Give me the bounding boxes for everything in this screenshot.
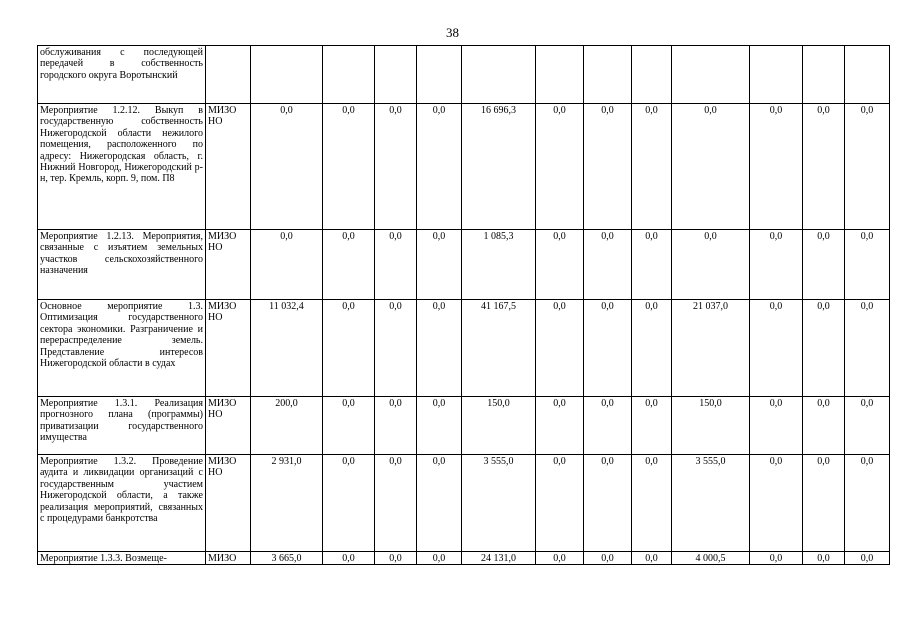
value-cell: 24 131,0 (462, 552, 536, 565)
value-cell: 0,0 (417, 104, 462, 230)
measure-description: Мероприятие 1.3.3. Возмеще- (38, 552, 206, 565)
value-cell: 3 665,0 (251, 552, 323, 565)
value-cell: 1 085,3 (462, 230, 536, 300)
value-cell: 0,0 (803, 397, 845, 455)
value-cell: 0,0 (251, 230, 323, 300)
value-cell: 150,0 (672, 397, 750, 455)
value-cell: 0,0 (803, 455, 845, 552)
value-cell: 0,0 (845, 552, 890, 565)
value-cell: 0,0 (323, 552, 375, 565)
table-row (38, 230, 890, 300)
value-cell (845, 46, 890, 104)
value-cell: 0,0 (632, 397, 672, 455)
value-cell (672, 46, 750, 104)
value-cell: 0,0 (750, 230, 803, 300)
table-row (38, 104, 890, 230)
table-row (38, 552, 890, 565)
value-cell: 0,0 (803, 230, 845, 300)
value-cell: 0,0 (375, 397, 417, 455)
value-cell: 0,0 (584, 104, 632, 230)
value-cell: 11 032,4 (251, 300, 323, 397)
value-cell: 3 555,0 (462, 455, 536, 552)
value-cell: 21 037,0 (672, 300, 750, 397)
value-cell: 0,0 (536, 104, 584, 230)
value-cell: 0,0 (750, 397, 803, 455)
value-cell: 0,0 (323, 397, 375, 455)
executor-cell: МИЗО НО (206, 455, 251, 552)
value-cell (417, 46, 462, 104)
value-cell: 0,0 (375, 230, 417, 300)
value-cell: 0,0 (845, 230, 890, 300)
value-cell: 0,0 (536, 397, 584, 455)
value-cell: 0,0 (417, 455, 462, 552)
value-cell (632, 46, 672, 104)
value-cell: 0,0 (845, 300, 890, 397)
value-cell: 0,0 (323, 104, 375, 230)
executor-cell: МИЗО НО (206, 230, 251, 300)
measure-description: Мероприятие 1.2.13. Мероприятия, связанные с изъятием земельных участков сельскохозяйственного назначения (38, 230, 206, 300)
value-cell: 0,0 (375, 552, 417, 565)
value-cell: 0,0 (750, 455, 803, 552)
value-cell: 0,0 (536, 552, 584, 565)
value-cell: 0,0 (584, 397, 632, 455)
value-cell: 0,0 (750, 552, 803, 565)
value-cell: 0,0 (672, 104, 750, 230)
value-cell: 0,0 (584, 300, 632, 397)
executor-cell: МИЗО НО (206, 104, 251, 230)
value-cell (750, 46, 803, 104)
table-body (38, 46, 890, 565)
value-cell: 0,0 (803, 300, 845, 397)
measure-description: Мероприятие 1.3.1. Реализация прогнозного плана (программы) приватизации государственного имущества (38, 397, 206, 455)
value-cell: 0,0 (803, 552, 845, 565)
executor-cell (206, 46, 251, 104)
value-cell (536, 46, 584, 104)
value-cell: 0,0 (417, 552, 462, 565)
value-cell (251, 46, 323, 104)
value-cell: 0,0 (536, 230, 584, 300)
table-row (38, 300, 890, 397)
value-cell: 0,0 (845, 397, 890, 455)
executor-cell: МИЗО НО (206, 397, 251, 455)
value-cell: 0,0 (750, 300, 803, 397)
value-cell: 0,0 (536, 300, 584, 397)
value-cell: 0,0 (536, 455, 584, 552)
measure-description: Основное мероприятие 1.3. Оптимизация государственного сектора экономики. Разграничение и перераспределение земель. Представление интересов Нижегородской области в судах (38, 300, 206, 397)
budget-table (37, 45, 890, 565)
value-cell: 0,0 (323, 455, 375, 552)
value-cell: 200,0 (251, 397, 323, 455)
value-cell (323, 46, 375, 104)
value-cell: 2 931,0 (251, 455, 323, 552)
table-row (38, 46, 890, 104)
value-cell (803, 46, 845, 104)
value-cell: 0,0 (632, 300, 672, 397)
executor-cell: МИЗО НО (206, 300, 251, 397)
value-cell: 16 696,3 (462, 104, 536, 230)
value-cell: 0,0 (845, 455, 890, 552)
value-cell: 4 000,5 (672, 552, 750, 565)
measure-description: обслуживания с последующей передачей в собственность городского округа Воротынский (38, 46, 206, 104)
value-cell: 0,0 (417, 397, 462, 455)
value-cell (584, 46, 632, 104)
value-cell: 0,0 (323, 230, 375, 300)
value-cell: 0,0 (584, 230, 632, 300)
executor-cell: МИЗО (206, 552, 251, 565)
value-cell: 0,0 (803, 104, 845, 230)
value-cell: 0,0 (375, 455, 417, 552)
value-cell (375, 46, 417, 104)
value-cell: 41 167,5 (462, 300, 536, 397)
measure-description: Мероприятие 1.3.2. Проведение аудита и ликвидации организаций с государственным участием Нижегородской области, а также реализация мероприятий, связанных с процедурами банкротства (38, 455, 206, 552)
value-cell: 0,0 (750, 104, 803, 230)
value-cell: 0,0 (375, 104, 417, 230)
value-cell: 150,0 (462, 397, 536, 455)
page-number: 38 (446, 25, 459, 40)
measure-description: Мероприятие 1.2.12. Выкуп в государственную собственность Нижегородской области нежилого помещения, расположенного по адресу: Нижегородская область, г. Нижний Новгород, Нижегородский р-н, тер. Кремль, корп. 9, пом. П8 (38, 104, 206, 230)
value-cell: 0,0 (375, 300, 417, 397)
value-cell: 0,0 (632, 230, 672, 300)
value-cell (462, 46, 536, 104)
value-cell: 3 555,0 (672, 455, 750, 552)
value-cell: 0,0 (584, 455, 632, 552)
value-cell: 0,0 (632, 455, 672, 552)
value-cell: 0,0 (845, 104, 890, 230)
value-cell: 0,0 (323, 300, 375, 397)
value-cell: 0,0 (632, 552, 672, 565)
table-row (38, 455, 890, 552)
value-cell: 0,0 (632, 104, 672, 230)
table-row (38, 397, 890, 455)
value-cell: 0,0 (584, 552, 632, 565)
value-cell: 0,0 (417, 230, 462, 300)
value-cell: 0,0 (417, 300, 462, 397)
value-cell: 0,0 (672, 230, 750, 300)
value-cell: 0,0 (251, 104, 323, 230)
